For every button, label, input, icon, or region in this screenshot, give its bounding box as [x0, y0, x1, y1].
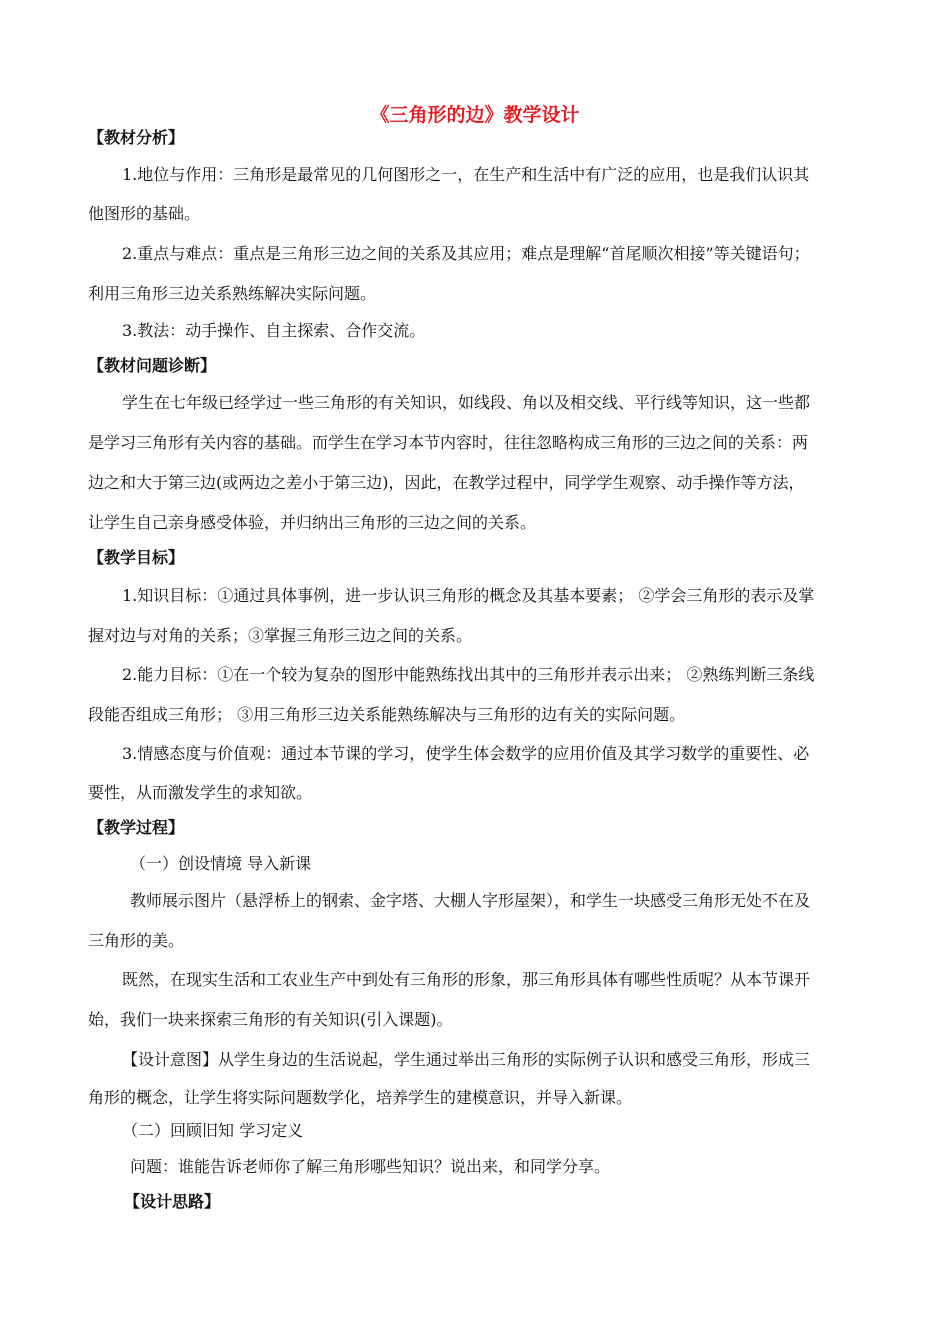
paragraph-line: 问题：谁能告诉老师你了解三角形哪些知识？说出来，和同学分享。: [130, 1157, 611, 1176]
subsection-heading: （一）创设情境 导入新课: [130, 854, 312, 873]
paragraph-line: 教师展示图片（悬浮桥上的钢索、金字塔、大棚人字形屋架），和学生一块感受三角形无处不在及: [130, 891, 811, 910]
paragraph-line: 三角形的美。: [88, 931, 185, 950]
paragraph-line: 始，我们一块来探索三角形的有关知识(引入课题)。: [88, 1010, 453, 1029]
section-heading-teaching-goals: 【教学目标】: [88, 548, 185, 567]
paragraph-line: 握对边与对角的关系；③掌握三角形三边之间的关系。: [88, 626, 473, 645]
paragraph-line: 1.地位与作用：三角形是最常见的几何图形之一，在生产和生活中有广泛的应用，也是我们认识其: [122, 165, 810, 184]
paragraph-line: 2.能力目标：①在一个较为复杂的图形中能熟练找出其中的三角形并表示出来； ②熟练判断三条线: [122, 665, 815, 684]
paragraph-line: 角形的概念，让学生将实际问题数学化，培养学生的建模意识，并导入新课。: [88, 1088, 633, 1107]
paragraph-line: 3.情感态度与价值观：通过本节课的学习，使学生体会数学的应用价值及其学习数学的重要性、必: [122, 744, 810, 763]
paragraph-line: 是学习三角形有关内容的基础。而学生在学习本节内容时，往往忽略构成三角形的三边之间的关系：两: [88, 433, 809, 452]
paragraph-line: 3.教法：动手操作、自主探索、合作交流。: [122, 321, 426, 340]
document-title: 《三角形的边》教学设计: [370, 104, 580, 126]
design-idea-heading: 【设计思路】: [124, 1192, 221, 1211]
paragraph-line: 2.重点与难点：重点是三角形三边之间的关系及其应用；难点是理解“首尾顺次相接”等关键语句；: [122, 244, 810, 263]
paragraph-line: 利用三角形三边关系熟练解决实际问题。: [88, 284, 377, 303]
paragraph-line: 既然，在现实生活和工农业生产中到处有三角形的形象，那三角形具体有哪些性质呢？从本节课开: [122, 970, 811, 989]
section-heading-textbook-analysis: 【教材分析】: [88, 128, 185, 147]
paragraph-line: 学生在七年级已经学过一些三角形的有关知识，如线段、角以及相交线、平行线等知识，这一些都: [122, 393, 811, 412]
section-heading-problem-diagnosis: 【教材问题诊断】: [88, 356, 217, 375]
paragraph-line: 【设计意图】从学生身边的生活说起，学生通过举出三角形的实际例子认识和感受三角形，形成三: [122, 1050, 811, 1069]
section-heading-teaching-process: 【教学过程】: [88, 818, 185, 837]
paragraph-line: 1.知识目标：①通过具体事例，进一步认识三角形的概念及其基本要素； ②学会三角形的表示及掌: [122, 586, 815, 605]
paragraph-line: 让学生自己亲身感受体验，并归纳出三角形的三边之间的关系。: [88, 513, 537, 532]
paragraph-line: 要性，从而激发学生的求知欲。: [88, 783, 313, 802]
subsection-heading: （二）回顾旧知 学习定义: [122, 1121, 304, 1140]
paragraph-line: 边之和大于第三边(或两边之差小于第三边)，因此，在教学过程中，同学学生观察、动手操作等方法，: [88, 473, 805, 492]
paragraph-line: 他图形的基础。: [88, 204, 201, 223]
paragraph-line: 段能否组成三角形； ③用三角形三边关系能熟练解决与三角形的边有关的实际问题。: [88, 705, 686, 724]
